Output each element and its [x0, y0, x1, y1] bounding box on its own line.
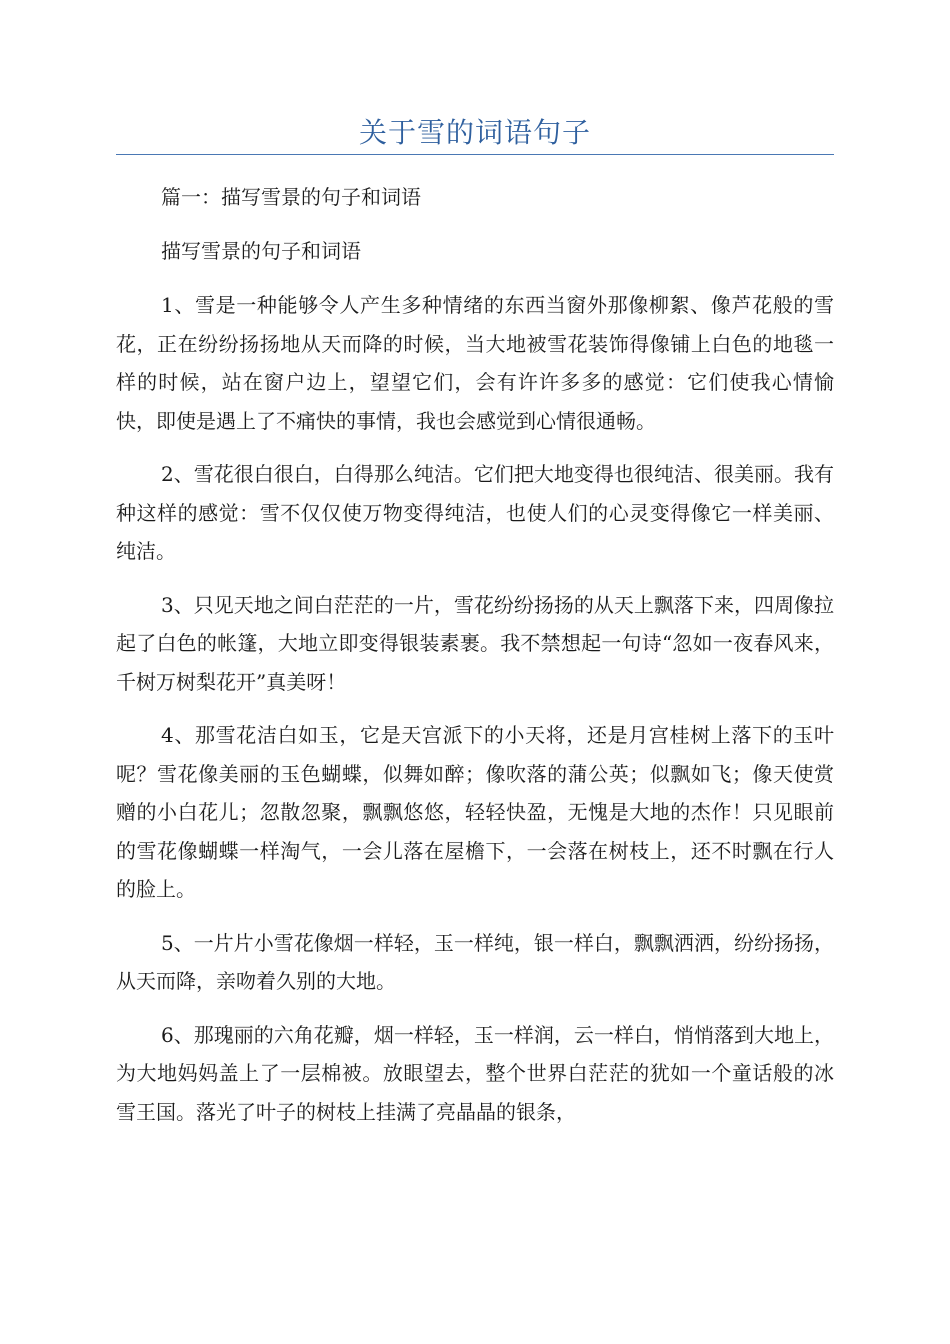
paragraph-2: 2、雪花很白很白，白得那么纯洁。它们把大地变得也很纯洁、很美丽。我有种这样的感觉：雪不仅仅使万物变得纯洁，也使人们的心灵变得像它一样美丽、纯洁。: [116, 462, 834, 563]
paragraph-5: 5、一片片小雪花像烟一样轻，玉一样纯，银一样白，飘飘洒洒，纷纷扬扬，从天而降，亲吻着久别的大地。: [116, 930, 834, 993]
paragraph-3: 3、只见天地之间白茫茫的一片，雪花纷纷扬扬的从天上飘落下来，四周像拉起了白色的帐篷，大地立即变得银装素裹。我不禁想起一句诗“忽如一夜春风来，千树万树梨花开”真美呀！: [116, 592, 834, 694]
section-subtitle: 描写雪景的句子和词语: [161, 239, 361, 263]
document-title: 关于雪的词语句子: [358, 116, 591, 149]
paragraph-6: 6、那瑰丽的六角花瓣，烟一样轻，玉一样润，云一样白，悄悄落到大地上，为大地妈妈盖上了一层棉被。放眼望去，整个世界白茫茫的犹如一个童话般的冰雪王国。落光了叶子的树枝上挂满了亮晶晶的银条，: [116, 1022, 834, 1124]
paragraph-4: 4、那雪花洁白如玉，它是天宫派下的小天将，还是月宫桂树上落下的玉叶呢？雪花像美丽的玉色蝴蝶，似舞如醉；像吹落的蒲公英；似飘如飞；像天使赏赠的小白花儿；忽散忽聚，飘飘悠悠，轻轻快盈，无愧是大地的杰作！只见眼前的雪花像蝴蝶一样淘气，一会儿落在屋檐下，一会落在树枝上，还不时飘在行人的脸上。: [116, 723, 834, 901]
paragraph-1: 1、雪是一种能够令人产生多种情绪的东西当窗外那像柳絮、像芦花般的雪花，正在纷纷扬扬地从天而降的时候，当大地被雪花装饰得像铺上白色的地毯一样的时候，站在窗户边上，望望它们，会有许许多多的感觉：它们使我心情愉快，即使是遇上了不痛快的事情，我也会感觉到心情很通畅。: [116, 293, 834, 433]
document-page: [116, 0, 834, 1131]
section-heading: 篇一：描写雪景的句子和词语: [161, 185, 421, 209]
title-underline: [116, 154, 834, 155]
